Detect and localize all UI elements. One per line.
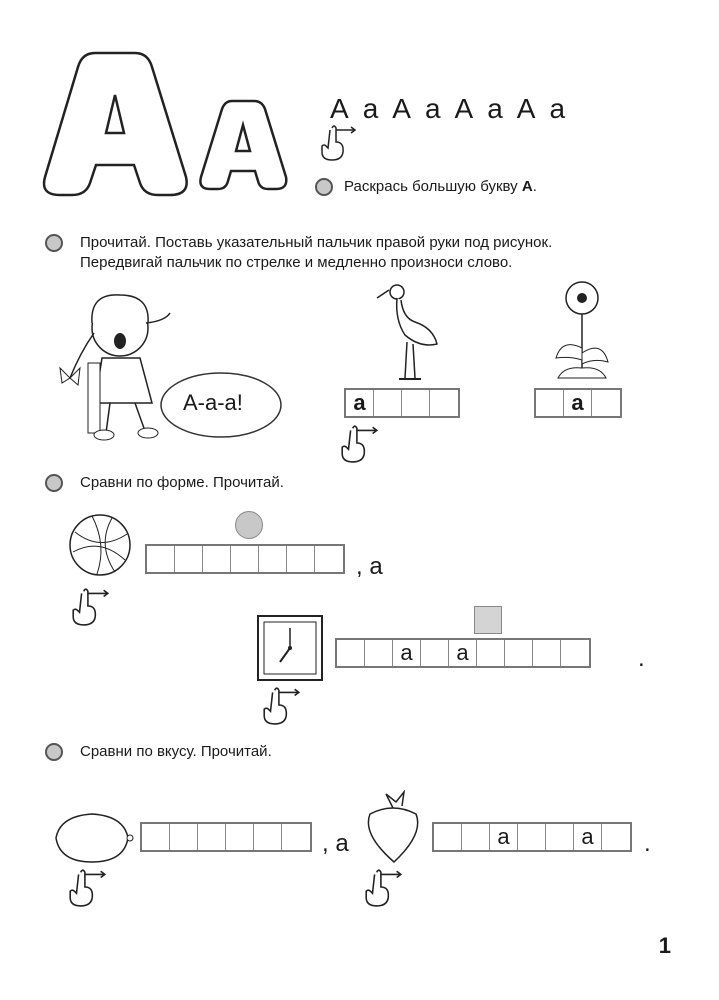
letter-cell	[402, 390, 430, 416]
letter-cell	[533, 640, 561, 666]
ball-word-cells	[145, 544, 345, 574]
letter-cell	[421, 640, 449, 666]
task-bullet	[315, 178, 333, 196]
lemon-word-cells	[140, 822, 312, 852]
ball-illustration	[67, 512, 133, 578]
clock-illustration	[256, 614, 324, 682]
letter-cell	[505, 640, 533, 666]
letter-cell	[226, 824, 254, 850]
letter: а	[362, 93, 379, 124]
big-letter-a-upper	[40, 45, 190, 200]
poppy-illustration	[552, 278, 612, 383]
letter-cell	[430, 390, 458, 416]
letter: а	[549, 93, 566, 124]
finger-pointer-icon	[316, 122, 360, 162]
letter-cell	[231, 546, 259, 572]
letter-cell: а	[449, 640, 477, 666]
clock-word-cells	[335, 638, 591, 668]
letter-cell	[259, 546, 287, 572]
clock-suffix: .	[638, 645, 645, 672]
color-task-text	[344, 177, 537, 197]
letter: А	[516, 93, 536, 124]
shape-task-text: Сравни по форме. Прочитай.	[80, 474, 284, 491]
task-bullet	[45, 234, 63, 252]
color-task-suffix: .	[532, 178, 537, 195]
finger-pointer-icon	[256, 684, 306, 726]
letter-cell	[142, 824, 170, 850]
task-bullet	[45, 743, 63, 761]
finger-pointer-icon	[62, 866, 112, 908]
letter-cell: а	[564, 390, 592, 416]
finger-pointer-icon	[334, 422, 384, 464]
letter-cell	[282, 824, 310, 850]
letter-cell	[170, 824, 198, 850]
letter-cell	[536, 390, 564, 416]
letter: а	[424, 93, 441, 124]
stork-illustration	[375, 280, 445, 385]
letter-cell	[254, 824, 282, 850]
taste-task-text: Сравни по вкусу. Прочитай.	[80, 743, 272, 760]
lemon-illustration	[50, 810, 134, 866]
letter: А	[454, 93, 474, 124]
letter: А	[330, 93, 349, 124]
finger-pointer-icon	[358, 866, 408, 908]
letter-cell	[315, 546, 343, 572]
ball-suffix: , а	[356, 553, 383, 580]
big-letter-a-lower	[198, 95, 288, 195]
letter-cell	[462, 824, 490, 850]
letter-cell	[592, 390, 620, 416]
page-number: 1	[658, 933, 671, 958]
letter-cell: а	[393, 640, 421, 666]
letter-cell	[287, 546, 315, 572]
letter-cell: а	[346, 390, 374, 416]
letter-row	[330, 93, 565, 125]
finger-pointer-icon	[65, 585, 115, 627]
lemon-suffix: , а	[322, 830, 349, 857]
letter-cell: а	[490, 824, 518, 850]
letter-cell	[374, 390, 402, 416]
strawberry-illustration	[360, 790, 426, 866]
letter-cell	[434, 824, 462, 850]
stork-word-cells	[344, 388, 460, 418]
color-task-prefix: Раскрась большую букву	[344, 178, 522, 195]
letter-cell	[365, 640, 393, 666]
color-task-letter: А	[521, 178, 533, 195]
shape-hint-circle	[235, 511, 263, 539]
strawberry-word-cells	[432, 822, 632, 852]
letter-cell	[203, 546, 231, 572]
letter: А	[392, 93, 411, 124]
letter-cell	[561, 640, 589, 666]
read-task-line1: Прочитай. Поставь указательный пальчик правой руки под рисунок.	[80, 234, 553, 251]
letter-cell	[518, 824, 546, 850]
letter-cell	[147, 546, 175, 572]
letter-cell	[602, 824, 630, 850]
task-bullet	[45, 474, 63, 492]
letter: а	[487, 93, 503, 124]
read-task-line2: Передвигай пальчик по стрелке и медленно произноси слово.	[80, 254, 513, 271]
strawberry-suffix: .	[644, 830, 651, 857]
letter-cell	[198, 824, 226, 850]
letter-cell	[337, 640, 365, 666]
letter-cell	[175, 546, 203, 572]
speech-bubble-text: А-а-а!	[183, 390, 243, 415]
shape-hint-square	[474, 606, 502, 634]
letter-cell: а	[574, 824, 602, 850]
poppy-word-cells	[534, 388, 622, 418]
letter-cell	[477, 640, 505, 666]
letter-cell	[546, 824, 574, 850]
